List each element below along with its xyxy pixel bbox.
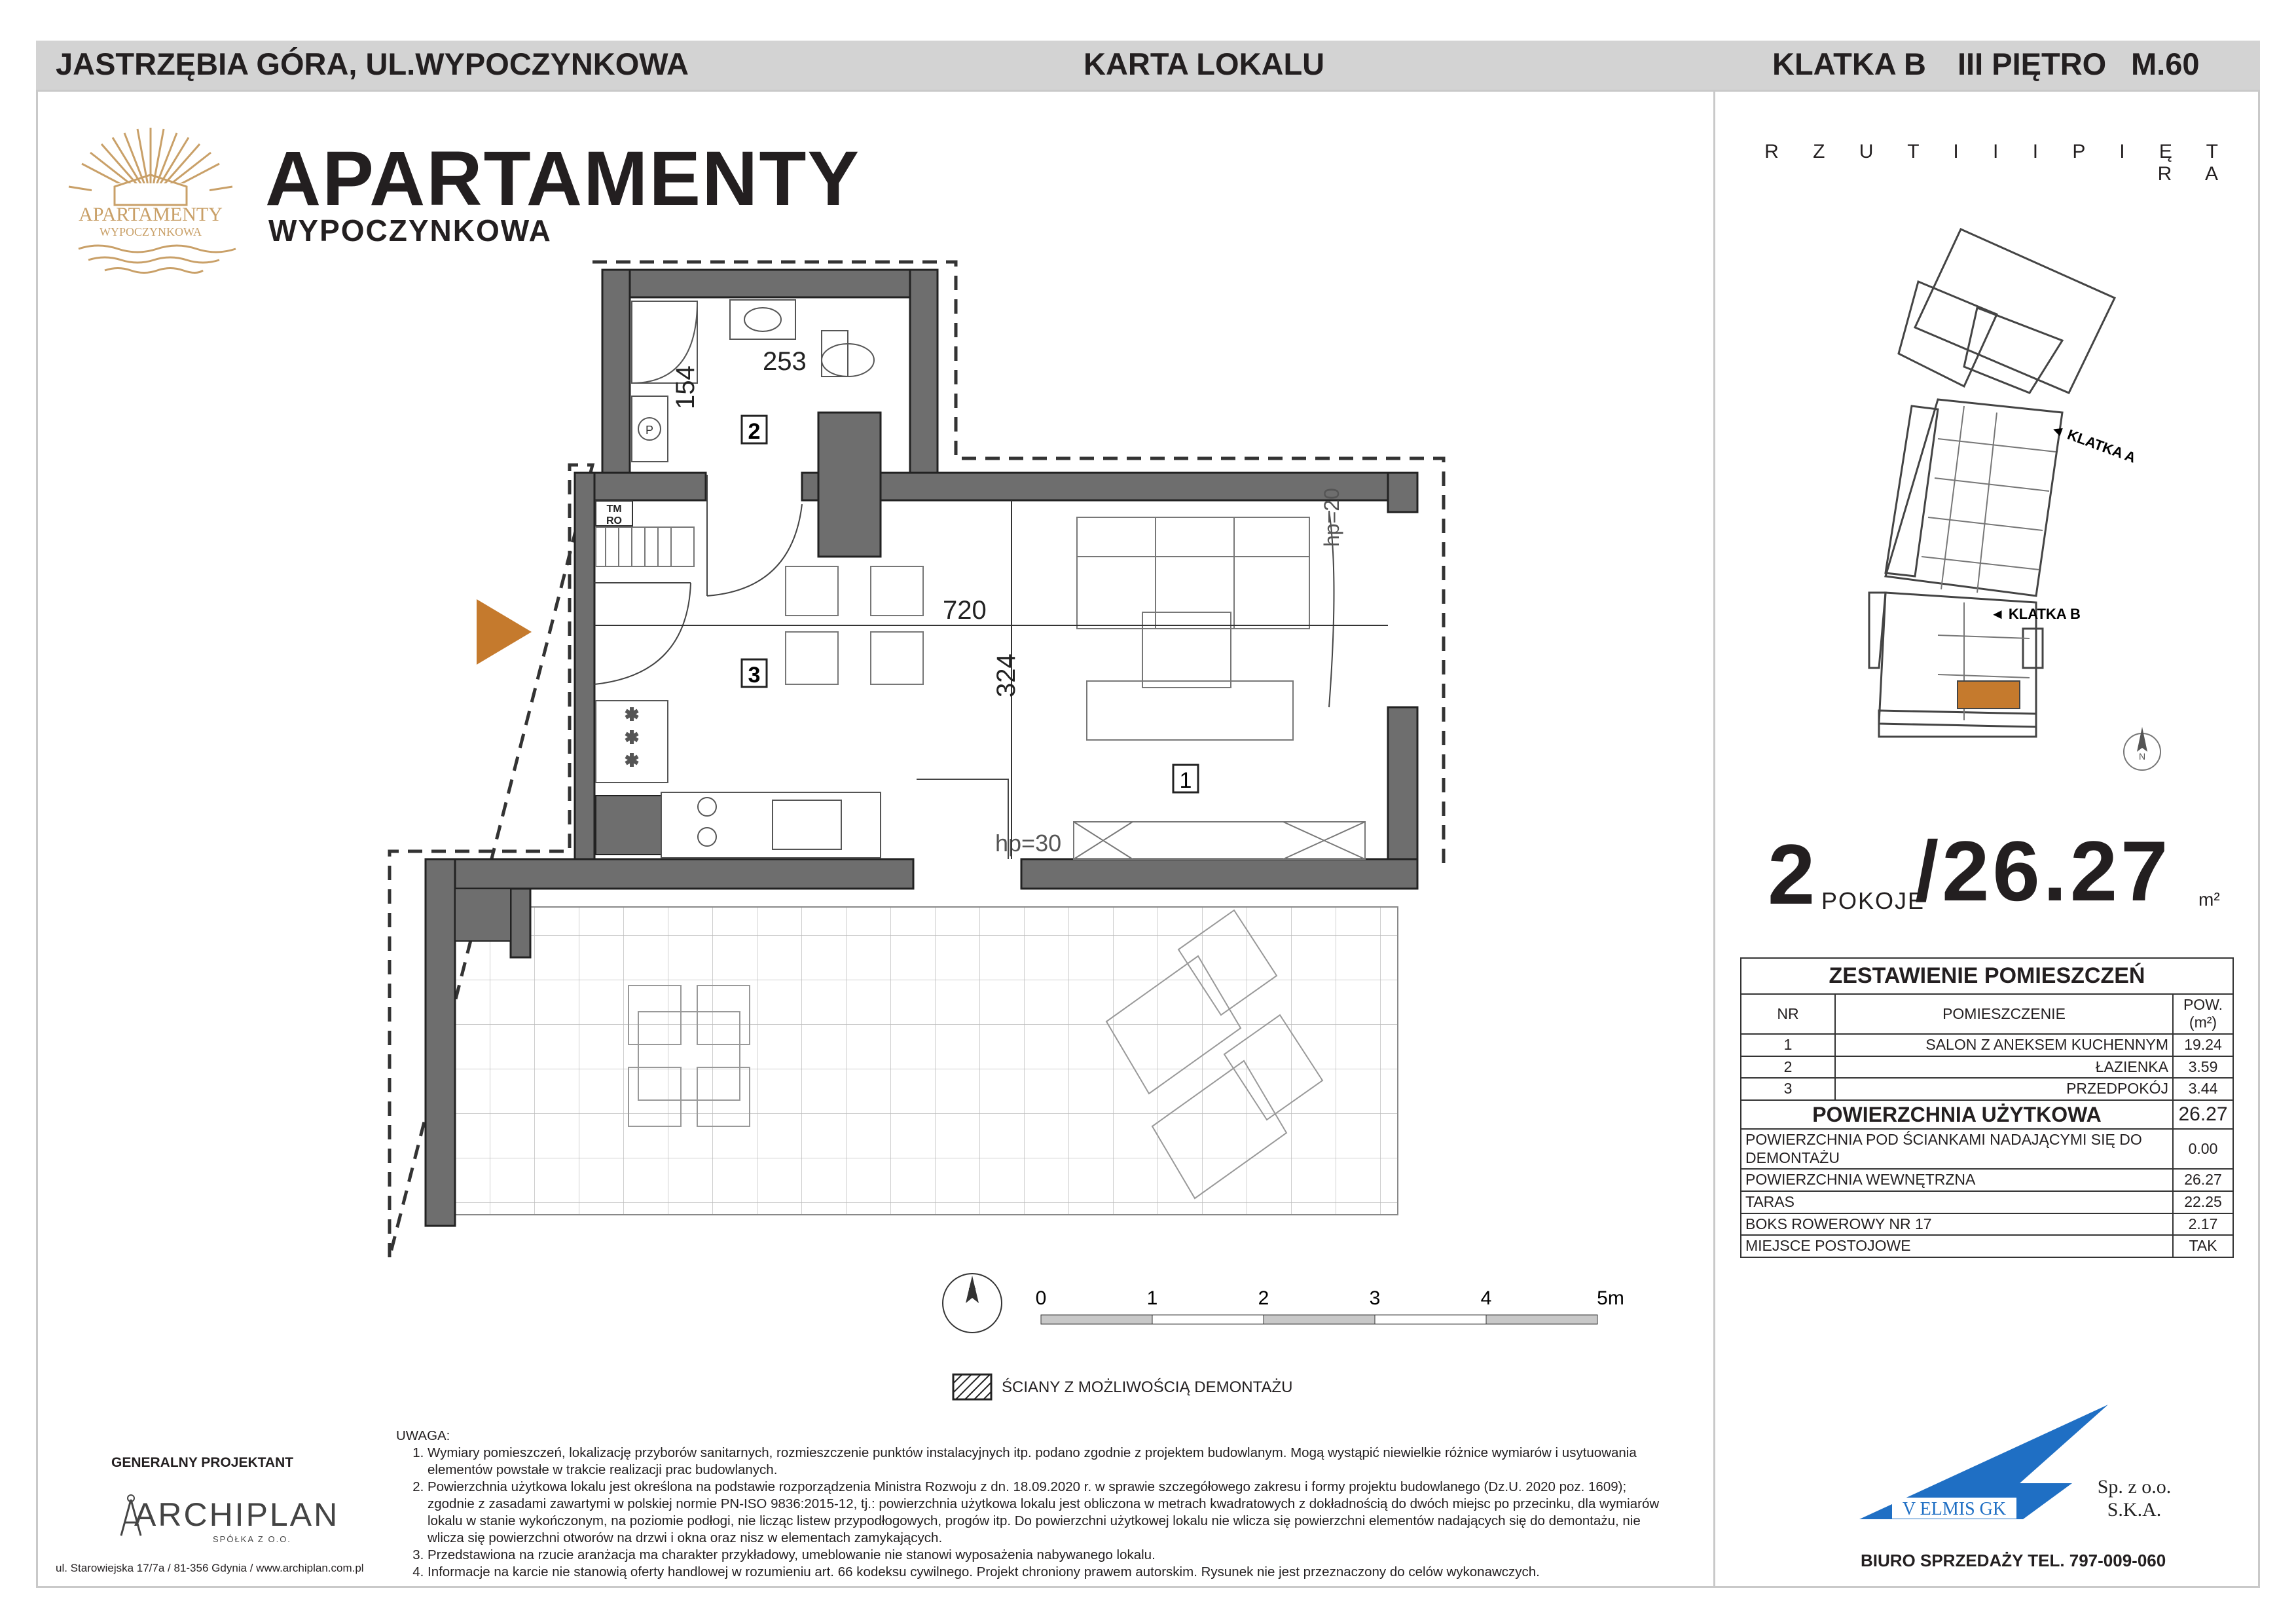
notes-heading: UWAGA: bbox=[396, 1428, 450, 1443]
extra-value: 0.00 bbox=[2173, 1129, 2233, 1169]
header-unit: M.60 bbox=[2131, 46, 2200, 81]
col-area: POW. (m²) bbox=[2173, 994, 2233, 1034]
living-furniture bbox=[1074, 517, 1365, 859]
header-stair: KLATKA B bbox=[1772, 46, 1926, 81]
site-plan-title: R Z U T I I I P I Ę T R A bbox=[1764, 141, 2232, 185]
developer-logo bbox=[1853, 1398, 2193, 1529]
waves-icon bbox=[79, 246, 236, 273]
row-area: 19.24 bbox=[2173, 1034, 2233, 1056]
meter-label-top: TM bbox=[606, 504, 622, 515]
extra-value: 2.17 bbox=[2173, 1213, 2233, 1236]
extra-label: BOKS ROWEROWY NR 17 bbox=[1741, 1213, 2173, 1236]
extra-label: POWIERZCHNIA WEWNĘTRZNA bbox=[1741, 1169, 2173, 1191]
scale-bar bbox=[930, 1264, 1637, 1336]
designer-label: GENERALNY PROJEKTANT bbox=[111, 1455, 294, 1470]
note-1: 1. Wymiary pomieszczeń, lokalizację przyborów sanitarnych, rozmieszczenie punktów instalacyjnych itp. podano zgodnie z projektem budowlanym. Mogą wystąpić niewielkie różnice wymiarów i usytuowania elementów powstałe w trakcie realizacji prac budowlanych. bbox=[428, 1445, 1673, 1479]
brand-logo bbox=[52, 121, 249, 288]
room-tag-2: 2 bbox=[748, 419, 761, 444]
row-name: ŁAZIENKA bbox=[1835, 1056, 2173, 1079]
legend-demolition-text: ŚCIANY Z MOŻLIWOŚCIĄ DEMONTAŻU bbox=[1002, 1378, 1293, 1396]
site-plan bbox=[1853, 223, 2180, 773]
logo-text-sub: WYPOCZYNKOWA bbox=[100, 225, 202, 238]
logo-text-main: APARTAMENTY bbox=[79, 204, 223, 225]
table-row bbox=[1741, 1213, 2233, 1236]
header-card-title: KARTA LOKALU bbox=[1084, 46, 1325, 81]
hatch-legend-icon bbox=[953, 1374, 992, 1400]
dimension-lines bbox=[594, 500, 1388, 859]
dimension-bath-depth: 154 bbox=[671, 365, 700, 409]
area-unit: m² bbox=[2198, 889, 2220, 910]
scale-tick-0: 0 bbox=[1035, 1287, 1047, 1309]
archiplan-logo bbox=[115, 1486, 340, 1545]
boiler-label: P bbox=[645, 424, 654, 437]
row-area: 3.44 bbox=[2173, 1078, 2233, 1100]
extra-label: POWIERZCHNIA POD ŚCIANKAMI NADAJĄCYMI SIĘ DO DEMONTAŻU bbox=[1741, 1129, 2173, 1169]
brand-title: APARTAMENTY bbox=[265, 136, 861, 222]
sales-phone: BIURO SPRZEDAŻY TEL. 797-009-060 bbox=[1861, 1551, 2166, 1570]
col-nr: NR bbox=[1741, 994, 1835, 1034]
table-row bbox=[1741, 1056, 2233, 1079]
meter-label-bottom: RO bbox=[606, 515, 622, 526]
table-row bbox=[1741, 1191, 2233, 1213]
notes-block bbox=[396, 1428, 1673, 1581]
table-row bbox=[1741, 1129, 2233, 1169]
designer-logo-sub: SPÓŁKA Z O.O. bbox=[213, 1534, 291, 1544]
entry-arrow-icon bbox=[477, 599, 532, 665]
extra-value: 26.27 bbox=[2173, 1169, 2233, 1191]
extra-value: 22.25 bbox=[2173, 1191, 2233, 1213]
svg-text:✱: ✱ bbox=[625, 728, 639, 747]
row-nr: 3 bbox=[1741, 1078, 1835, 1100]
door-label-2: hp=30 bbox=[995, 830, 1062, 857]
svg-text:✱: ✱ bbox=[625, 705, 639, 724]
brand-subtitle: WYPOCZYNKOWA bbox=[268, 213, 552, 248]
unit-highlight bbox=[1958, 681, 2020, 709]
column-divider bbox=[1713, 90, 1715, 1588]
col-room: POMIESZCZENIE bbox=[1835, 994, 2173, 1034]
developer-suffix-1: Sp. z o.o. bbox=[2097, 1476, 2172, 1498]
scale-tick-1: 1 bbox=[1146, 1287, 1158, 1309]
designer-logo-main: ARCHIPLAN bbox=[134, 1496, 340, 1533]
extra-label: TARAS bbox=[1741, 1191, 2173, 1213]
header-floor: III PIĘTRO bbox=[1958, 46, 2107, 81]
dimension-depth: 324 bbox=[992, 654, 1021, 697]
scale-tick-3: 3 bbox=[1369, 1287, 1381, 1309]
table-row bbox=[1741, 1034, 2233, 1056]
row-nr: 1 bbox=[1741, 1034, 1835, 1056]
header-bar bbox=[36, 41, 2260, 90]
wardrobe bbox=[596, 527, 694, 566]
row-nr: 2 bbox=[1741, 1056, 1835, 1079]
scale-tick-5: 5m bbox=[1597, 1287, 1624, 1309]
note-2: 2. Powierzchnia użytkowa lokalu jest określona na podstawie rozporządzenia Ministra Rozwoju z dn. 18.09.2020 r. w sprawie szczegółowego zakresu i formy projektu budowlanego (Dz.U. 2020 poz. 1609); zgodnie z zasadami zawartymi w polskiej normie PN-ISO 9836:2015-12, tj.: powierzchnia użytkowa lokalu jest obliczona w metrach kwadratowych z dokładnością do dwóch miejsc po przecinku, dla wymiarów lokalu w stanie wykończonym, na poziomie podłogi, nie licząc listew przypodłogowych, progów itp. Do powierzchni użytkowej lokalu nie wlicza się powierzchni elementów nadających się do demontażu, nie wlicza się powierzchni otworów na drzwi i okna oraz nisz w elementach zamykających. bbox=[428, 1479, 1673, 1547]
scale-tick-4: 4 bbox=[1480, 1287, 1492, 1309]
row-name: PRZEDPOKÓJ bbox=[1835, 1078, 2173, 1100]
table-row bbox=[1741, 1235, 2233, 1257]
dimension-length: 720 bbox=[943, 596, 987, 625]
north-label: N bbox=[968, 1286, 977, 1299]
room-tag-3: 3 bbox=[748, 663, 761, 688]
extra-value: TAK bbox=[2173, 1235, 2233, 1257]
door-swings bbox=[594, 475, 1334, 859]
rooms-table-title: ZESTAWIENIE POMIESZCZEŃ bbox=[1741, 958, 2233, 994]
terrace-floor bbox=[452, 907, 1398, 1215]
scale-tick-2: 2 bbox=[1258, 1287, 1269, 1309]
row-area: 3.59 bbox=[2173, 1056, 2233, 1079]
dimension-bath-width: 253 bbox=[763, 347, 807, 376]
developer-name: V ELMIS GK bbox=[1902, 1499, 2007, 1519]
extra-label: MIEJSCE POSTOJOWE bbox=[1741, 1235, 2173, 1257]
site-north-label: N bbox=[2138, 751, 2146, 762]
usable-area-label: POWIERZCHNIA UŻYTKOWA bbox=[1741, 1100, 2173, 1129]
site-label-stair-a: ◄ KLATKA A bbox=[2048, 420, 2138, 466]
row-name: SALON Z ANEKSEM KUCHENNYM bbox=[1835, 1034, 2173, 1056]
floor-plan bbox=[380, 249, 1453, 1270]
designer-address: ul. Starowiejska 17/7a / 81-356 Gdynia / www.archiplan.com.pl bbox=[56, 1562, 364, 1574]
door-label-1: hp=20 bbox=[1320, 488, 1343, 547]
svg-text:✱: ✱ bbox=[625, 750, 639, 770]
note-4: 4. Informacje na karcie nie stanowią oferty handlowej w rozumieniu art. 66 kodeksu cywilnego. Projekt chroniony prawem autorskim. Rysunek nie jest przeznaczony do celów wykonawczych. bbox=[428, 1564, 1673, 1581]
usable-area-value: 26.27 bbox=[2173, 1100, 2233, 1129]
rooms-count: 2 bbox=[1768, 826, 1815, 922]
rooms-table bbox=[1740, 957, 2234, 1258]
room-tag-1: 1 bbox=[1179, 768, 1192, 793]
developer-suffix-2: S.K.A. bbox=[2107, 1499, 2162, 1521]
site-label-stair-b: ◄ KLATKA B bbox=[1990, 606, 2081, 622]
header-location: JASTRZĘBIA GÓRA, UL.WYPOCZYNKOWA bbox=[56, 46, 689, 81]
rooms-label: POKOJE bbox=[1821, 887, 1925, 914]
table-row bbox=[1741, 1078, 2233, 1100]
table-row bbox=[1741, 1169, 2233, 1191]
kitchen-unit bbox=[596, 701, 881, 858]
total-area: /26.27 bbox=[1915, 823, 2172, 919]
note-3: 3. Przedstawiona na rzucie aranżacja ma charakter przykładowy, umeblowanie nie stanowi wyposażenia nabywanego lokalu. bbox=[428, 1547, 1673, 1564]
